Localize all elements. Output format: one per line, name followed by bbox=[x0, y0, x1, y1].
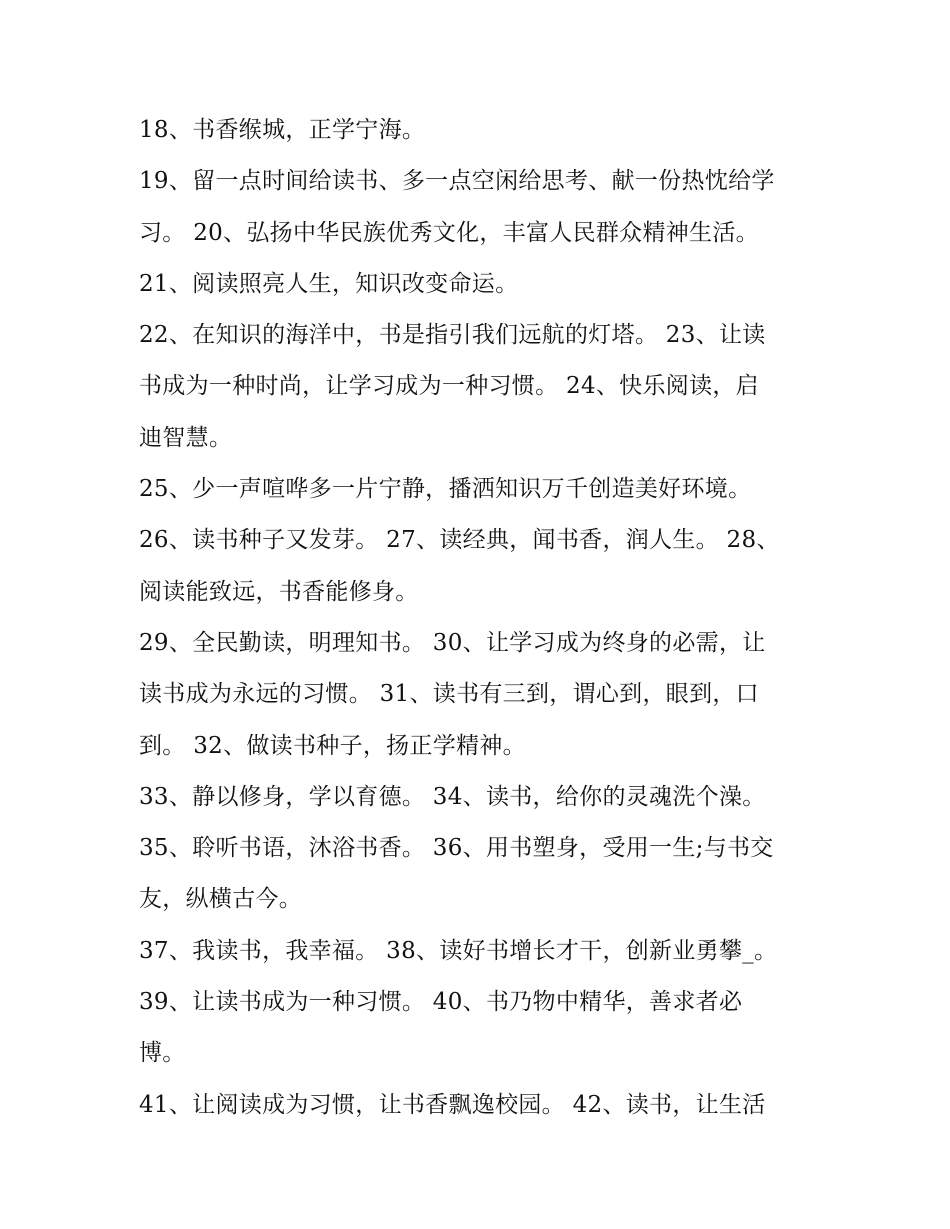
text-line: 29、全民勤读，明理知书。 30、让学习成为终身的必需，让 bbox=[139, 629, 766, 656]
text-line: 37、我读书，我幸福。 38、读好书增长才干，创新业勇攀_。 bbox=[139, 937, 778, 964]
text-line: 35、聆听书语，沐浴书香。 36、用书塑身，受用一生;与书交 bbox=[139, 835, 774, 862]
text-line: 友，纵横古今。 bbox=[139, 886, 303, 913]
text-line: 39、让读书成为一种习惯。 40、书乃物中精华，善求者必 bbox=[139, 989, 743, 1016]
text-line: 到。 32、做读书种子，扬正学精神。 bbox=[139, 732, 526, 759]
text-line: 25、少一声喧哗多一片宁静，播洒知识万千创造美好环境。 bbox=[139, 476, 752, 503]
text-line: 博。 bbox=[139, 1040, 186, 1067]
text-line: 22、在知识的海洋中，书是指引我们远航的灯塔。 23、让读 bbox=[139, 322, 766, 349]
text-line: 21、阅读照亮人生，知识改变命运。 bbox=[139, 270, 519, 297]
text-line: 习。 20、弘扬中华民族优秀文化，丰富人民群众精神生活。 bbox=[139, 219, 759, 246]
text-line: 33、静以修身，学以育德。 34、读书，给你的灵魂洗个澡。 bbox=[139, 783, 766, 810]
text-line: 26、读书种子又发芽。 27、读经典，闻书香，润人生。 28、 bbox=[139, 527, 780, 554]
text-line: 41、让阅读成为习惯，让书香飘逸校园。 42、读书，让生活 bbox=[139, 1091, 766, 1118]
text-line: 18、书香缑城，正学宁海。 bbox=[139, 117, 426, 143]
slogan-list bbox=[139, 105, 829, 1131]
text-line: 读书成为永远的习惯。 31、读书有三到，谓心到，眼到，口 bbox=[139, 681, 759, 708]
text-line: 19、留一点时间给读书、多一点空闲给思考、献一份热忱给学 bbox=[139, 168, 775, 195]
text-line: 书成为一种时尚，让学习成为一种习惯。 24、快乐阅读，启 bbox=[139, 373, 759, 400]
text-line: 阅读能致远，书香能修身。 bbox=[139, 578, 419, 605]
text-line: 迪智慧。 bbox=[139, 424, 233, 451]
